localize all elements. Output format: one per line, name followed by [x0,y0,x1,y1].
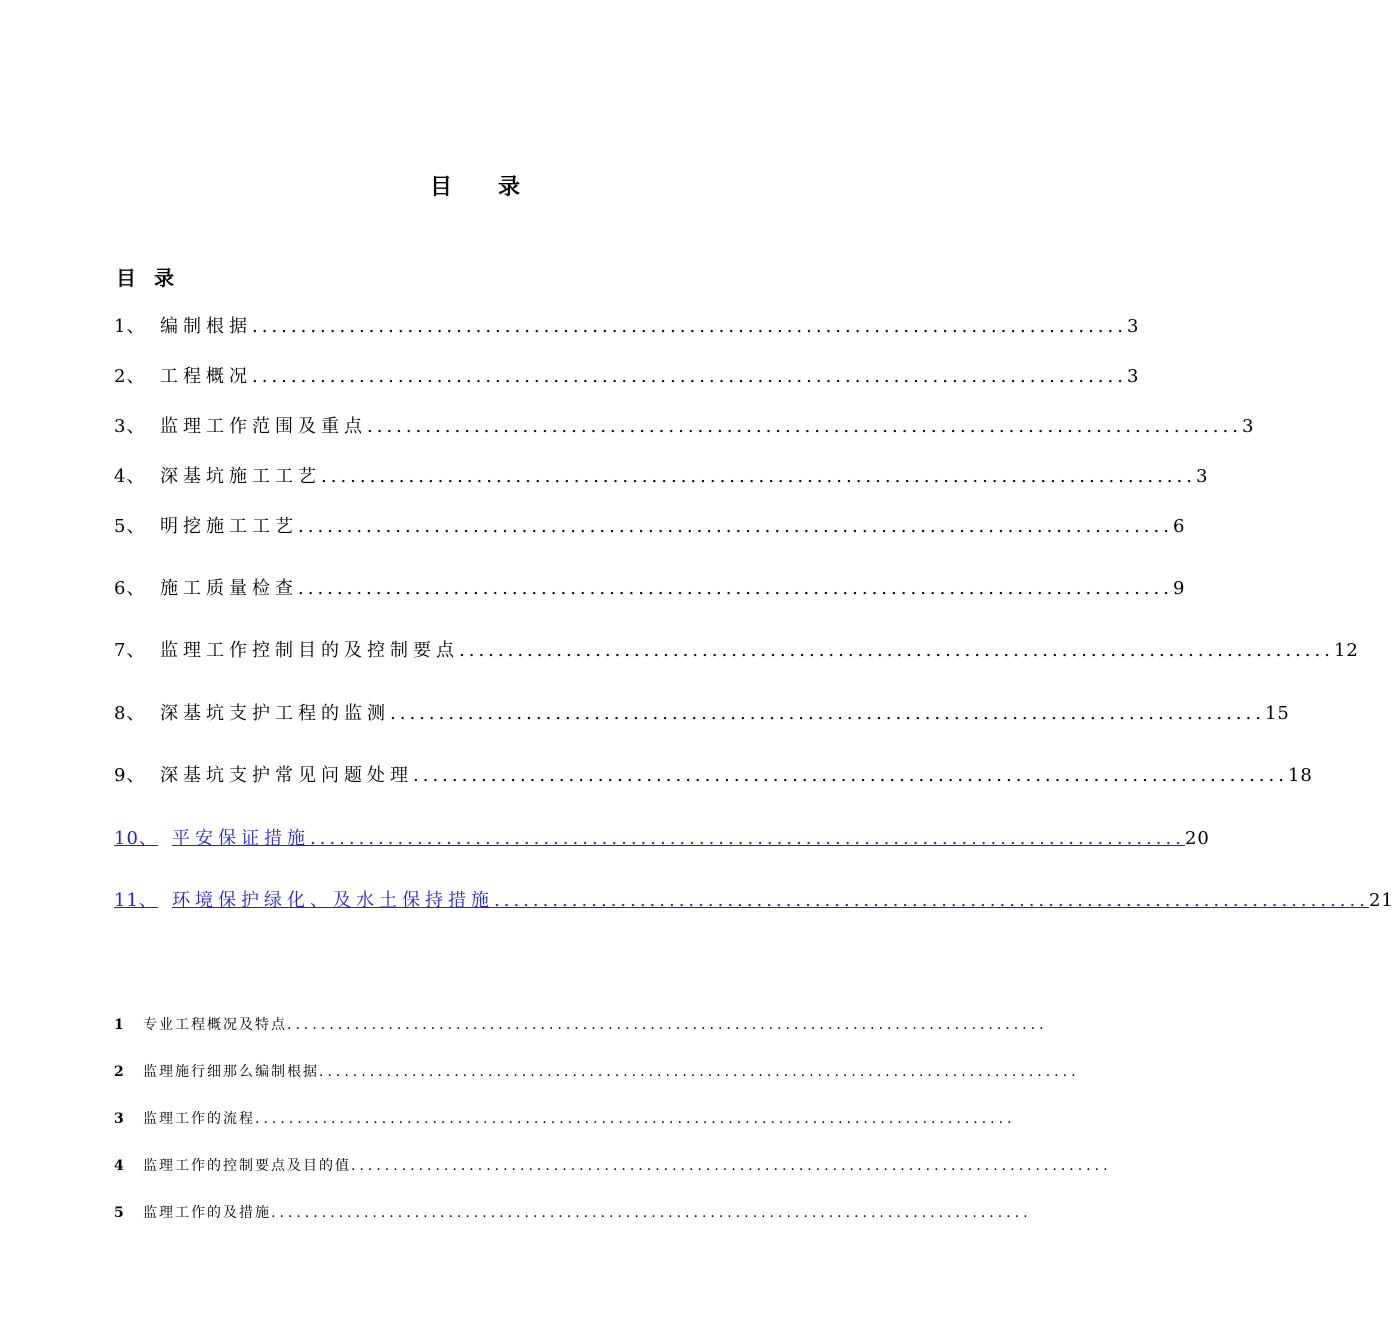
sub-toc-entry[interactable] [114,1155,1112,1177]
toc-entry-page: 3 [1126,366,1140,387]
toc-leader-dots: .......................................................................................... [494,890,1369,911]
toc-entry-page: 3 [1195,466,1209,487]
toc-leader-dots: .......................................................................................... [298,578,1173,599]
toc-entry-number: 1、 [114,316,146,337]
toc-entry-number: 7、 [114,640,146,661]
toc-entry-number: 3、 [114,416,146,437]
toc-entry[interactable] [114,574,1186,600]
sub-toc-number: 5 [114,1205,124,1221]
sub-toc-leader-dots: .......................................................................................... [351,1158,1112,1174]
toc-entry-title: 深基坑施工工艺 [160,466,321,487]
toc-leader-dots: .......................................................................................... [367,416,1242,437]
sub-toc-number: 1 [114,1017,124,1033]
sub-toc-leader-dots: .......................................................................................... [319,1064,1080,1080]
toc-entry[interactable] [114,636,1359,662]
toc-entry-number: 6、 [114,578,146,599]
toc-leader-dots: .......................................................................................... [252,316,1127,337]
toc-entry[interactable] [114,512,1186,538]
toc-leader-dots: .......................................................................................... [390,703,1265,724]
sub-toc-title: 监理工作的控制要点及目的值 [143,1158,351,1174]
toc-entry[interactable] [114,761,1313,787]
toc-entry-number: 9、 [114,765,146,786]
sub-toc-title: 监理工作的流程 [143,1111,255,1127]
sub-toc-leader-dots: .......................................................................................... [287,1017,1048,1033]
sub-toc-title: 专业工程概况及特点 [143,1017,287,1033]
sub-toc-title: 监理工作的及措施 [143,1205,271,1221]
toc-entry-link[interactable] [114,886,1394,912]
toc-entry-page: 18 [1287,765,1313,786]
toc-entry-page: 20 [1184,828,1210,849]
toc-leader-dots: .......................................................................................... [252,366,1127,387]
toc-entry-page: 12 [1333,640,1359,661]
sub-toc-number: 3 [114,1111,124,1127]
sub-toc-entry[interactable] [114,1202,1032,1224]
sub-toc-number: 2 [114,1064,124,1080]
toc-entry[interactable] [114,312,1140,338]
toc-leader-dots: .......................................................................................... [310,828,1185,849]
toc-entry-title: 深基坑支护工程的监测 [160,703,390,724]
toc-leader-dots: .......................................................................................... [459,640,1334,661]
toc-heading: 目录 [116,266,192,290]
toc-entry-title: 施工质量检查 [160,578,298,599]
toc-leader-dots: .......................................................................................... [413,765,1288,786]
toc-leader-dots: .......................................................................................... [298,516,1173,537]
toc-entry-title: 监理工作控制目的及控制要点 [160,640,459,661]
toc-entry[interactable] [114,699,1290,725]
sub-toc-title: 监理施行细那么编制根据 [143,1064,319,1080]
toc-entry-title: 编制根据 [160,316,252,337]
toc-entry-number: 2、 [114,366,146,387]
toc-entry[interactable] [114,412,1255,438]
toc-entry-link[interactable] [114,824,1210,850]
sub-toc-number: 4 [114,1158,124,1174]
toc-entry-title: 深基坑支护常见问题处理 [160,765,413,786]
toc-entry-number: 4、 [114,466,146,487]
toc-entry-number: 5、 [114,516,146,537]
toc-entry-page: 21 [1368,890,1394,911]
toc-entry-number: 8、 [114,703,146,724]
toc-entry-page: 15 [1264,703,1290,724]
toc-entry-page: 3 [1241,416,1255,437]
toc-entry-number: 10、 [114,828,158,849]
toc-entry-title: 平安保证措施 [172,828,310,849]
toc-leader-dots: .......................................................................................... [321,466,1196,487]
toc-entry-page: 3 [1126,316,1140,337]
toc-entry-number: 11、 [114,890,158,911]
toc-entry-title: 监理工作范围及重点 [160,416,367,437]
sub-toc-entry[interactable] [114,1061,1080,1083]
sub-toc-entry[interactable] [114,1014,1048,1036]
sub-toc-leader-dots: .......................................................................................... [255,1111,1016,1127]
toc-entry-title: 明挖施工工艺 [160,516,298,537]
toc-entry-page: 9 [1172,578,1186,599]
sub-toc-leader-dots: .......................................................................................... [271,1205,1032,1221]
toc-entry-title: 工程概况 [160,366,252,387]
toc-entry-page: 6 [1172,516,1186,537]
page-title: 目录 [429,175,566,200]
sub-toc-entry[interactable] [114,1108,1016,1130]
toc-entry-title: 环境保护绿化、及水土保持措施 [172,890,494,911]
toc-entry[interactable] [114,462,1209,488]
toc-entry[interactable] [114,362,1140,388]
